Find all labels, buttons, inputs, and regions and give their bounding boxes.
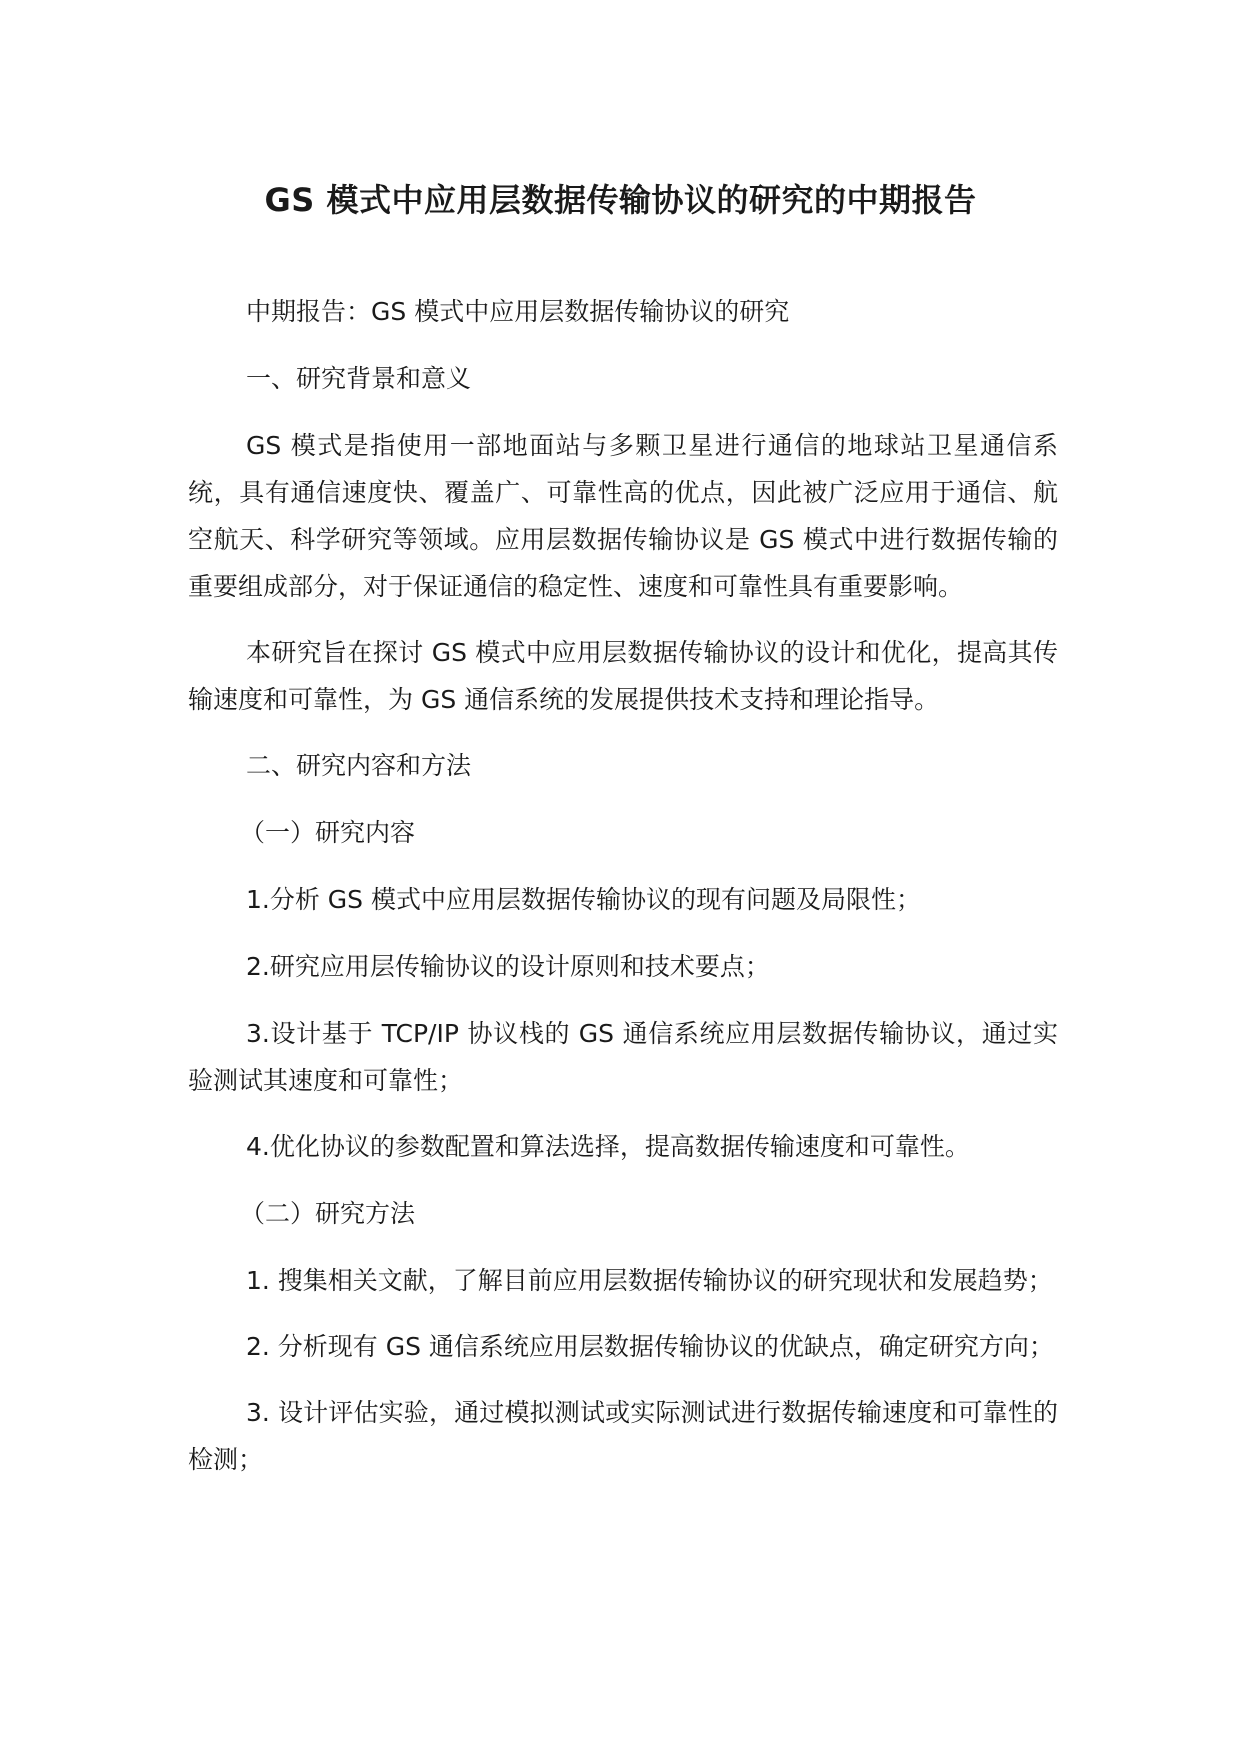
section-heading-content-method: 二、研究内容和方法 — [246, 751, 472, 780]
list-item-content-1: 1.分析 GS 模式中应用层数据传输协议的现有问题及局限性； — [246, 885, 921, 914]
list-item-method-1: 1. 搜集相关文献，了解目前应用层数据传输协议的研究现状和发展趋势； — [246, 1266, 1053, 1295]
list-item-method-2: 2. 分析现有 GS 通信系统应用层数据传输协议的优缺点，确定研究方向； — [246, 1332, 1054, 1361]
subsection-heading-content: （一）研究内容 — [240, 818, 416, 847]
paragraph-background: GS 模式是指使用一部地面站与多颗卫星进行通信的地球站卫星通信系统，具有通信速度快、覆盖广、可靠性高的优点，因此被广泛应用于通信、航空航天、科学研究等领域。应用层数据传输协议是 GS 模式中进行数据传输的重要组成部分，对于保证通信的稳定性、速度和可靠性具有重要影响。 — [188, 431, 1058, 601]
document-body — [188, 288, 1058, 1483]
subsection-heading-method: （二）研究方法 — [240, 1199, 416, 1228]
list-item-method-3: 3. 设计评估实验，通过模拟测试或实际测试进行数据传输速度和可靠性的检测； — [188, 1398, 1058, 1474]
list-item-content-2: 2.研究应用层传输协议的设计原则和技术要点； — [246, 952, 770, 981]
section-heading-background: 一、研究背景和意义 — [246, 364, 472, 393]
paragraph-purpose: 本研究旨在探讨 GS 模式中应用层数据传输协议的设计和优化，提高其传输速度和可靠性，为 GS 通信系统的发展提供技术支持和理论指导。 — [188, 638, 1058, 714]
document-title: GS 模式中应用层数据传输协议的研究的中期报告 — [264, 181, 977, 219]
list-item-content-4: 4.优化协议的参数配置和算法选择，提高数据传输速度和可靠性。 — [246, 1132, 970, 1161]
list-item-content-3: 3.设计基于 TCP/IP 协议栈的 GS 通信系统应用层数据传输协议，通过实验测试其速度和可靠性； — [188, 1019, 1058, 1095]
report-subtitle: 中期报告：GS 模式中应用层数据传输协议的研究 — [246, 297, 790, 326]
